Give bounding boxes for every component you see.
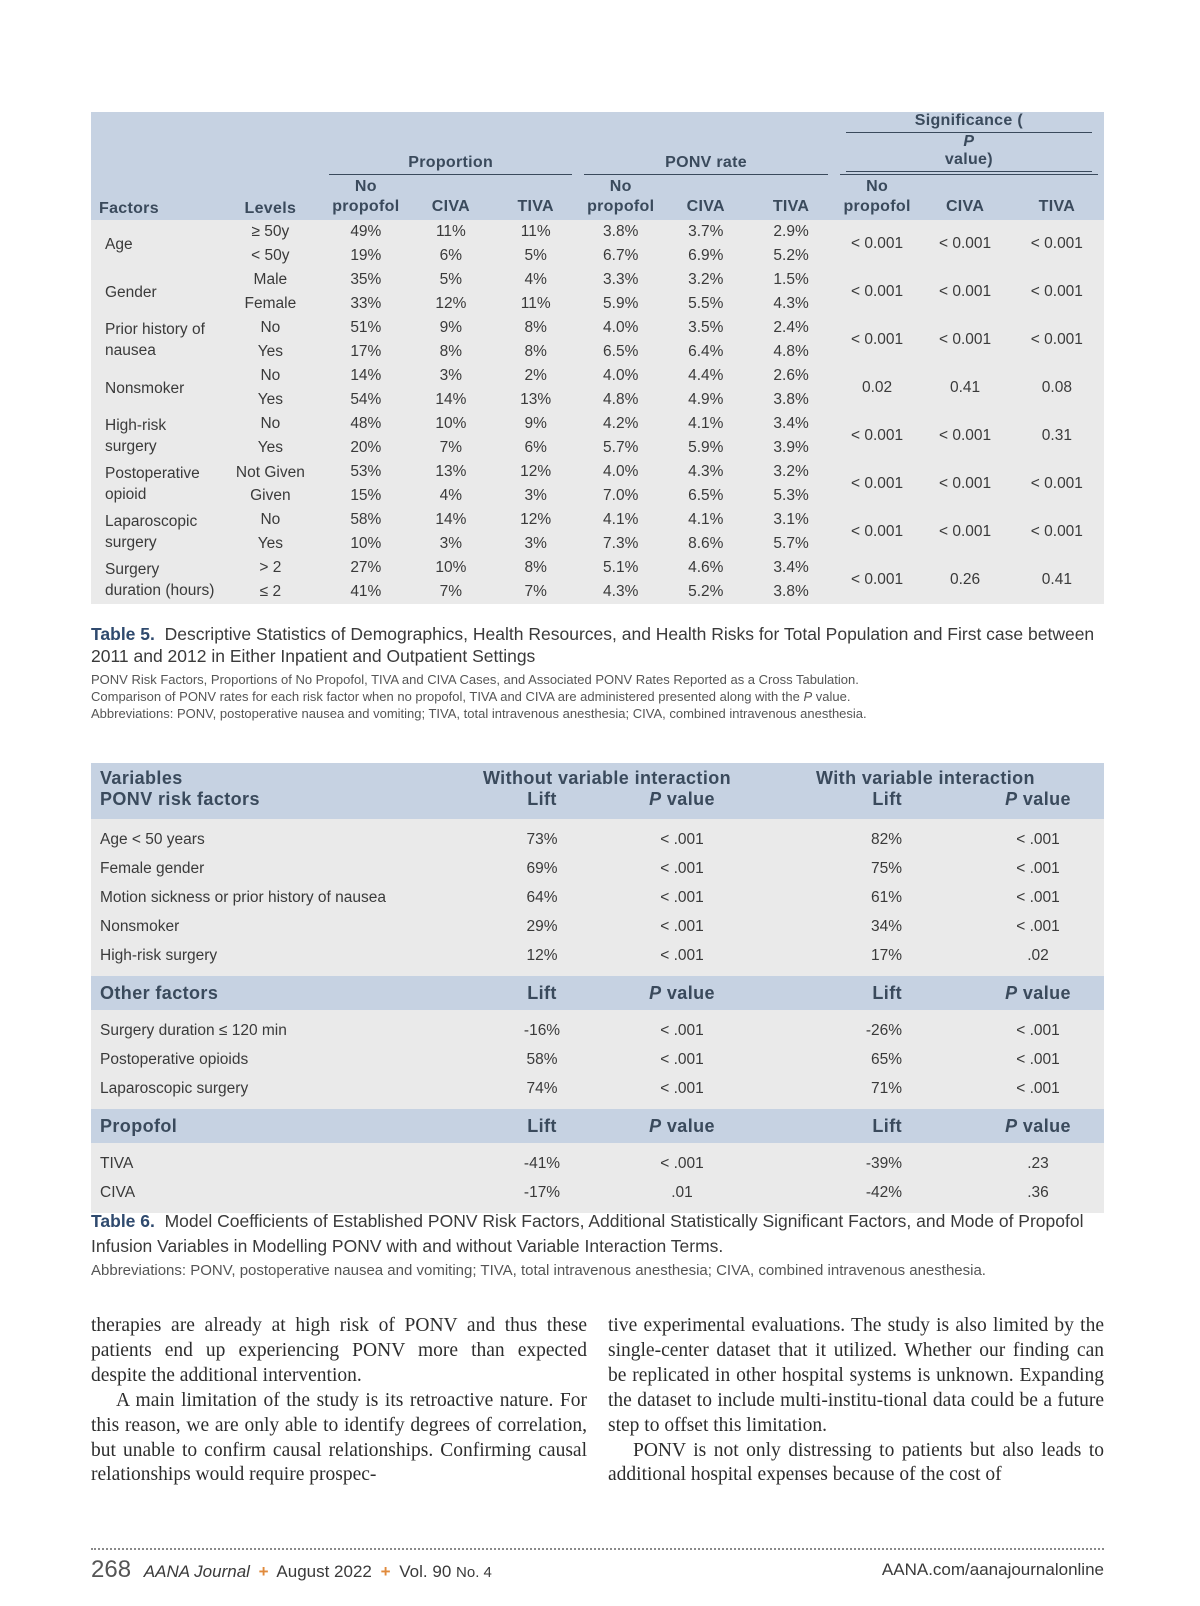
value-cell: 20% bbox=[323, 436, 409, 460]
p-value-cell: < .001 bbox=[972, 854, 1104, 883]
table-6 bbox=[91, 763, 1104, 1213]
header-ponv-rate: PONV rate bbox=[578, 112, 833, 177]
factor-cell: Age bbox=[91, 220, 218, 268]
table-row bbox=[91, 508, 1104, 532]
value-cell: 19% bbox=[323, 244, 409, 268]
value-cell: 3.8% bbox=[748, 388, 833, 412]
value-cell: 27% bbox=[323, 556, 409, 580]
paragraph: PONV is not only distressing to patients but also leads to additional hospital expenses because of the cost of bbox=[608, 1439, 1104, 1486]
level-cell: Yes bbox=[218, 532, 323, 556]
header-levels: Levels bbox=[218, 112, 323, 220]
p-value-cell: .01 bbox=[617, 1178, 747, 1213]
value-word: value bbox=[661, 982, 715, 1003]
lift-cell: 64% bbox=[467, 883, 617, 912]
variable-name: Motion sickness or prior history of nausea bbox=[91, 883, 467, 912]
caption-note: Abbreviations: PONV, postoperative nausea and vomiting; TIVA, total intravenous anesthesia; CIVA, combined intravenous anesthesia. bbox=[91, 1262, 986, 1279]
value-word: value bbox=[1017, 1115, 1071, 1136]
variable-name: Age < 50 years bbox=[91, 819, 467, 854]
value-cell: 2% bbox=[493, 364, 578, 388]
value-cell: 11% bbox=[493, 220, 578, 244]
value-cell: 6.5% bbox=[663, 484, 748, 508]
value-cell: 5.3% bbox=[748, 484, 833, 508]
variable-name: Female gender bbox=[91, 854, 467, 883]
table-row bbox=[91, 1074, 1104, 1109]
header-lift: Lift bbox=[467, 976, 617, 1010]
value-cell: 6% bbox=[493, 436, 578, 460]
header-no-propofol: No propofol bbox=[834, 177, 921, 220]
header-variables: Variables bbox=[91, 763, 467, 789]
value-cell: 2.9% bbox=[748, 220, 833, 244]
lift-cell: -17% bbox=[467, 1178, 617, 1213]
header-p-value: P value bbox=[972, 789, 1104, 819]
value-cell: 6.7% bbox=[578, 244, 663, 268]
value-cell: 8% bbox=[409, 340, 493, 364]
value-cell: 4.2% bbox=[578, 412, 663, 436]
value-cell: 5.9% bbox=[578, 292, 663, 316]
table-row bbox=[91, 819, 1104, 854]
value-cell: 14% bbox=[409, 508, 493, 532]
value-cell: 4% bbox=[493, 268, 578, 292]
value-cell: 7.3% bbox=[578, 532, 663, 556]
value-cell: 4.6% bbox=[663, 556, 748, 580]
header-no-propofol: No propofol bbox=[323, 177, 409, 220]
body-column-right bbox=[608, 1314, 1104, 1488]
p-value-cell: < .001 bbox=[972, 1074, 1104, 1109]
p-symbol: P bbox=[649, 1115, 662, 1136]
variable-name: Laparoscopic surgery bbox=[91, 1074, 467, 1109]
table-6-caption bbox=[91, 1209, 1104, 1281]
value-cell: 6.4% bbox=[663, 340, 748, 364]
header-p-value: P value bbox=[617, 789, 747, 819]
value-cell: 3% bbox=[493, 484, 578, 508]
value-cell: 8% bbox=[493, 556, 578, 580]
p-value-cell: < 0.001 bbox=[920, 268, 1009, 316]
caption-text: Descriptive Statistics of Demographics, Health Resources, and Health Risks for Total Population and First case between 2011 and 2012 in Either Inpatient and Outpatient Settings bbox=[91, 624, 1095, 666]
plus-icon: + bbox=[258, 1562, 269, 1581]
p-value-cell: < 0.001 bbox=[1010, 460, 1104, 508]
p-value-cell: < .001 bbox=[617, 941, 747, 976]
page-footer bbox=[91, 1556, 1104, 1586]
footer-divider bbox=[91, 1548, 1104, 1550]
p-symbol: P bbox=[1005, 1115, 1018, 1136]
value-cell: 7.0% bbox=[578, 484, 663, 508]
p-value-cell: < 0.001 bbox=[834, 412, 921, 460]
header-p-value bbox=[972, 976, 1104, 1010]
value-cell: 5.5% bbox=[663, 292, 748, 316]
value-cell: 3.2% bbox=[663, 268, 748, 292]
value-cell: 3.7% bbox=[663, 220, 748, 244]
value-cell: 2.6% bbox=[748, 364, 833, 388]
factor-cell: Postoperative opioid bbox=[91, 460, 218, 508]
table-label: Table 5. bbox=[91, 624, 155, 644]
header-tiva: TIVA bbox=[493, 177, 578, 220]
value-cell: 12% bbox=[493, 508, 578, 532]
level-cell: < 50y bbox=[218, 244, 323, 268]
lift-cell: -26% bbox=[747, 1010, 972, 1045]
value-cell: 41% bbox=[323, 580, 409, 604]
table-row bbox=[91, 912, 1104, 941]
section-header bbox=[91, 976, 1104, 1010]
p-value-cell: < .001 bbox=[617, 1010, 747, 1045]
lift-cell: -42% bbox=[747, 1178, 972, 1213]
value-cell: 7% bbox=[493, 580, 578, 604]
value-cell: 4.1% bbox=[578, 508, 663, 532]
p-value-cell: < .001 bbox=[972, 883, 1104, 912]
caption-text: Model Coefficients of Established PONV Risk Factors, Additional Statistically Significant Factors, and Mode of Propofol Infusion Variables in Modelling PONV with and without Variable Interaction Terms. bbox=[91, 1211, 1084, 1256]
p-value-cell: < 0.001 bbox=[920, 460, 1009, 508]
header-civa: CIVA bbox=[920, 177, 1009, 220]
value-cell: 5.2% bbox=[748, 244, 833, 268]
value-cell: 4.9% bbox=[663, 388, 748, 412]
value-cell: 3% bbox=[493, 532, 578, 556]
value-word: value bbox=[1017, 982, 1071, 1003]
value-cell: 5.7% bbox=[748, 532, 833, 556]
table-row bbox=[91, 854, 1104, 883]
caption-note: PONV Risk Factors, Proportions of No Propofol, TIVA and CIVA Cases, and Associated PONV Rates Reported as a Cross Tabulation. bbox=[91, 672, 859, 687]
value-cell: 17% bbox=[323, 340, 409, 364]
factor-cell: Nonsmoker bbox=[91, 364, 218, 412]
p-value-cell: < 0.001 bbox=[920, 316, 1009, 364]
volume: Vol. 90 bbox=[399, 1562, 452, 1581]
value-cell: 10% bbox=[409, 412, 493, 436]
p-value-cell: < 0.001 bbox=[1010, 268, 1104, 316]
value-cell: 5% bbox=[409, 268, 493, 292]
value-cell: 4% bbox=[409, 484, 493, 508]
p-value-cell: 0.41 bbox=[920, 364, 1009, 412]
p-value-cell: < .001 bbox=[972, 1010, 1104, 1045]
value-cell: 5.2% bbox=[663, 580, 748, 604]
lift-cell: -16% bbox=[467, 1010, 617, 1045]
table-row bbox=[91, 460, 1104, 484]
value-cell: 4.0% bbox=[578, 460, 663, 484]
section-title: Other factors bbox=[91, 976, 467, 1010]
factor-cell: Prior history of nausea bbox=[91, 316, 218, 364]
p-value-cell: 0.41 bbox=[1010, 556, 1104, 604]
value-cell: 51% bbox=[323, 316, 409, 340]
p-value-cell: < 0.001 bbox=[834, 268, 921, 316]
p-value-cell: < 0.001 bbox=[1010, 508, 1104, 556]
lift-cell: 12% bbox=[467, 941, 617, 976]
p-value-cell: < 0.001 bbox=[834, 316, 921, 364]
p-value-cell: < 0.001 bbox=[834, 508, 921, 556]
p-value-cell: < .001 bbox=[617, 1045, 747, 1074]
level-cell: No bbox=[218, 508, 323, 532]
value-cell: 11% bbox=[493, 292, 578, 316]
p-value-cell: < .001 bbox=[972, 1045, 1104, 1074]
value-cell: 54% bbox=[323, 388, 409, 412]
value-cell: 4.3% bbox=[748, 292, 833, 316]
p-symbol: P bbox=[1005, 982, 1018, 1003]
journal-name: AANA Journal bbox=[143, 1562, 250, 1581]
header-tiva: TIVA bbox=[748, 177, 833, 220]
p-value-cell: < .001 bbox=[617, 883, 747, 912]
value-cell: 4.8% bbox=[748, 340, 833, 364]
value-cell: 6.5% bbox=[578, 340, 663, 364]
p-value-cell: < .001 bbox=[617, 854, 747, 883]
value-cell: 12% bbox=[409, 292, 493, 316]
level-cell: No bbox=[218, 364, 323, 388]
header-lift: Lift bbox=[467, 789, 617, 819]
level-cell: Male bbox=[218, 268, 323, 292]
value-cell: 3.1% bbox=[748, 508, 833, 532]
level-cell: Given bbox=[218, 484, 323, 508]
header-lift: Lift bbox=[747, 789, 972, 819]
variable-name: High-risk surgery bbox=[91, 941, 467, 976]
value-cell: 58% bbox=[323, 508, 409, 532]
value-cell: 2.4% bbox=[748, 316, 833, 340]
header-lift: Lift bbox=[747, 976, 972, 1010]
value-cell: 3.3% bbox=[578, 268, 663, 292]
value-cell: 5.1% bbox=[578, 556, 663, 580]
level-cell: > 2 bbox=[218, 556, 323, 580]
variable-name: TIVA bbox=[91, 1143, 467, 1178]
header-no-propofol: No propofol bbox=[578, 177, 663, 220]
value-cell: 13% bbox=[409, 460, 493, 484]
header-proportion: Proportion bbox=[323, 112, 578, 177]
p-value-cell: .36 bbox=[972, 1178, 1104, 1213]
value-cell: 3% bbox=[409, 532, 493, 556]
value-cell: 4.3% bbox=[578, 580, 663, 604]
value-cell: 8.6% bbox=[663, 532, 748, 556]
value-cell: 1.5% bbox=[748, 268, 833, 292]
header-p-value bbox=[617, 1109, 747, 1143]
p-value-cell: < .001 bbox=[972, 819, 1104, 854]
plus-icon: + bbox=[380, 1562, 391, 1581]
variable-name: CIVA bbox=[91, 1178, 467, 1213]
lift-cell: 75% bbox=[747, 854, 972, 883]
value-cell: 3.5% bbox=[663, 316, 748, 340]
p-value-cell: < 0.001 bbox=[834, 220, 921, 268]
issue: No. 4 bbox=[456, 1564, 492, 1581]
table-row bbox=[91, 1143, 1104, 1178]
table-row bbox=[91, 364, 1104, 388]
p-value-cell: < .001 bbox=[617, 819, 747, 854]
lift-cell: 73% bbox=[467, 819, 617, 854]
value-cell: 4.8% bbox=[578, 388, 663, 412]
lift-cell: -39% bbox=[747, 1143, 972, 1178]
lift-cell: 74% bbox=[467, 1074, 617, 1109]
caption-note: Abbreviations: PONV, postoperative nausea and vomiting; TIVA, total intravenous anesthesia; CIVA, combined intravenous anesthesia. bbox=[91, 706, 867, 721]
value-cell: 3.2% bbox=[748, 460, 833, 484]
value-cell: 4.0% bbox=[578, 316, 663, 340]
value-cell: 6% bbox=[409, 244, 493, 268]
header-civa: CIVA bbox=[409, 177, 493, 220]
p-value-cell: < 0.001 bbox=[920, 508, 1009, 556]
level-cell: Yes bbox=[218, 436, 323, 460]
value-cell: 3.8% bbox=[578, 220, 663, 244]
value-cell: 8% bbox=[493, 316, 578, 340]
value-cell: 4.0% bbox=[578, 364, 663, 388]
value-cell: 14% bbox=[409, 388, 493, 412]
p-value-cell: < .001 bbox=[617, 1143, 747, 1178]
value-cell: 15% bbox=[323, 484, 409, 508]
p-value-cell: 0.02 bbox=[834, 364, 921, 412]
header-tiva: TIVA bbox=[1010, 177, 1104, 220]
factor-cell: High-risk surgery bbox=[91, 412, 218, 460]
p-value-cell: < .001 bbox=[972, 912, 1104, 941]
header-lift: Lift bbox=[467, 1109, 617, 1143]
value-cell: 3.4% bbox=[748, 556, 833, 580]
header-factors: Factors bbox=[91, 112, 218, 220]
p-value-cell: < 0.001 bbox=[920, 412, 1009, 460]
table-row bbox=[91, 316, 1104, 340]
factor-cell: Surgery duration (hours) bbox=[91, 556, 218, 604]
lift-cell: -41% bbox=[467, 1143, 617, 1178]
issue-date: August 2022 bbox=[276, 1562, 372, 1581]
table-label: Table 6. bbox=[91, 1211, 155, 1231]
value-cell: 33% bbox=[323, 292, 409, 316]
p-value-cell: < 0.001 bbox=[920, 220, 1009, 268]
value-cell: 3.8% bbox=[748, 580, 833, 604]
variable-name: Nonsmoker bbox=[91, 912, 467, 941]
table-row bbox=[91, 883, 1104, 912]
p-value-cell: < 0.001 bbox=[1010, 316, 1104, 364]
value-cell: 53% bbox=[323, 460, 409, 484]
table-5-caption bbox=[91, 623, 1104, 722]
factor-cell: Laparoscopic surgery bbox=[91, 508, 218, 556]
p-value-cell: < .001 bbox=[617, 912, 747, 941]
p-symbol: P bbox=[649, 982, 662, 1003]
value-cell: 12% bbox=[493, 460, 578, 484]
table-row bbox=[91, 1010, 1104, 1045]
header-significance: Significance ( P value) bbox=[834, 112, 1104, 177]
lift-cell: 17% bbox=[747, 941, 972, 976]
table-row bbox=[91, 412, 1104, 436]
value-cell: 49% bbox=[323, 220, 409, 244]
lift-cell: 65% bbox=[747, 1045, 972, 1074]
value-cell: 14% bbox=[323, 364, 409, 388]
value-word: value bbox=[661, 1115, 715, 1136]
table-row bbox=[91, 268, 1104, 292]
p-value-cell: .02 bbox=[972, 941, 1104, 976]
p-value-cell: < 0.001 bbox=[834, 556, 921, 604]
header-civa: CIVA bbox=[663, 177, 748, 220]
page-number: 268 bbox=[91, 1556, 132, 1583]
p-value-cell: .23 bbox=[972, 1143, 1104, 1178]
level-cell: No bbox=[218, 316, 323, 340]
table-row bbox=[91, 220, 1104, 244]
variable-name: Postoperative opioids bbox=[91, 1045, 467, 1074]
value-cell: 13% bbox=[493, 388, 578, 412]
level-cell: ≤ 2 bbox=[218, 580, 323, 604]
value-cell: 48% bbox=[323, 412, 409, 436]
value-cell: 7% bbox=[409, 436, 493, 460]
factor-cell: Gender bbox=[91, 268, 218, 316]
section-title: Propofol bbox=[91, 1109, 467, 1143]
value-cell: 4.3% bbox=[663, 460, 748, 484]
value-cell: 3.9% bbox=[748, 436, 833, 460]
variable-name: Surgery duration ≤ 120 min bbox=[91, 1010, 467, 1045]
value-cell: 10% bbox=[409, 556, 493, 580]
level-cell: Not Given bbox=[218, 460, 323, 484]
p-value-cell: 0.08 bbox=[1010, 364, 1104, 412]
level-cell: No bbox=[218, 412, 323, 436]
p-value-cell: 0.31 bbox=[1010, 412, 1104, 460]
value-cell: 9% bbox=[493, 412, 578, 436]
journal-url-link[interactable]: AANA.com/aanajournalonline bbox=[881, 1560, 1104, 1579]
p-value-cell: 0.26 bbox=[920, 556, 1009, 604]
value-cell: 35% bbox=[323, 268, 409, 292]
lift-cell: 82% bbox=[747, 819, 972, 854]
paragraph: A main limitation of the study is its retroactive nature. For this reason, we are only able to identify degrees of correlation, but unable to confirm causal relationships. Confirming causal relationships would require prospec- bbox=[91, 1389, 587, 1486]
paragraph: therapies are already at high risk of PONV and thus these patients end up experiencing PONV more than expected despite the additional intervention. bbox=[91, 1315, 587, 1386]
header-risk-factors: PONV risk factors bbox=[91, 789, 467, 819]
paragraph: tive experimental evaluations. The study is also limited by the single-center dataset that it utilized. Whether our finding can be replicated in other hospital systems is unknown. Expanding the dataset to include multi-institu-tional data could be a future step to offset this limitation. bbox=[608, 1315, 1104, 1436]
value-cell: 5% bbox=[493, 244, 578, 268]
table-row bbox=[91, 1178, 1104, 1213]
lift-cell: 34% bbox=[747, 912, 972, 941]
p-value-cell: < 0.001 bbox=[834, 460, 921, 508]
value-cell: 8% bbox=[493, 340, 578, 364]
value-cell: 5.9% bbox=[663, 436, 748, 460]
header-p-value bbox=[617, 976, 747, 1010]
p-value-cell: < 0.001 bbox=[1010, 220, 1104, 268]
header-p-value bbox=[972, 1109, 1104, 1143]
level-cell: Yes bbox=[218, 340, 323, 364]
value-cell: 9% bbox=[409, 316, 493, 340]
value-cell: 10% bbox=[323, 532, 409, 556]
table-row bbox=[91, 941, 1104, 976]
header-without-interaction: Without variable interaction bbox=[467, 763, 747, 789]
value-cell: 4.1% bbox=[663, 412, 748, 436]
value-cell: 6.9% bbox=[663, 244, 748, 268]
header-with-interaction: With variable interaction bbox=[747, 763, 1104, 789]
table-row bbox=[91, 1045, 1104, 1074]
table-5 bbox=[91, 112, 1104, 604]
value-cell: 11% bbox=[409, 220, 493, 244]
lift-cell: 61% bbox=[747, 883, 972, 912]
value-cell: 3.4% bbox=[748, 412, 833, 436]
body-column-left bbox=[91, 1314, 587, 1488]
value-cell: 5.7% bbox=[578, 436, 663, 460]
lift-cell: 69% bbox=[467, 854, 617, 883]
lift-cell: 71% bbox=[747, 1074, 972, 1109]
value-cell: 3% bbox=[409, 364, 493, 388]
header-lift: Lift bbox=[747, 1109, 972, 1143]
value-cell: 4.4% bbox=[663, 364, 748, 388]
value-cell: 4.1% bbox=[663, 508, 748, 532]
p-value-cell: < .001 bbox=[617, 1074, 747, 1109]
lift-cell: 29% bbox=[467, 912, 617, 941]
table-row bbox=[91, 556, 1104, 580]
level-cell: ≥ 50y bbox=[218, 220, 323, 244]
value-cell: 7% bbox=[409, 580, 493, 604]
caption-note: Comparison of PONV rates for each risk factor when no propofol, TIVA and CIVA are administered presented along with the P value. bbox=[91, 689, 851, 704]
level-cell: Female bbox=[218, 292, 323, 316]
section-header bbox=[91, 1109, 1104, 1143]
level-cell: Yes bbox=[218, 388, 323, 412]
lift-cell: 58% bbox=[467, 1045, 617, 1074]
